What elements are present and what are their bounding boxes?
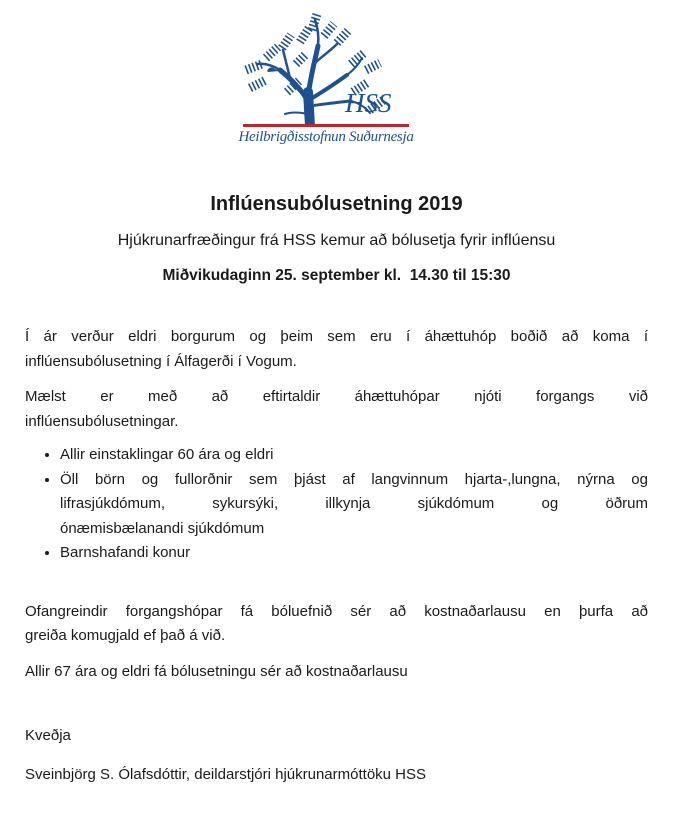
closing: Kveðja	[25, 727, 71, 744]
list-item-line: ónæmisbælanandi sjúkdómum	[60, 519, 265, 537]
paragraph-cost	[25, 600, 648, 649]
list-item-line: • Barnshafandi konur	[60, 544, 191, 561]
paragraph-line: inflúensubólusetning í Álfagerði í Vogum.	[25, 352, 297, 370]
paragraph-recommend	[25, 385, 648, 434]
logo-divider	[243, 124, 409, 127]
paragraph-line: greiða komugjald ef það á við.	[25, 627, 226, 644]
list-item-line: lifrasjúkdómum, sykursýki, illkynja sjúkdómum og öðrum	[60, 495, 648, 512]
paragraph-line: Í ár verður eldri borgurum og þeim sem eru í áhættuhóp boðið að koma í	[25, 328, 648, 345]
logo-acronym: HSS	[345, 88, 392, 118]
list-item	[60, 443, 648, 468]
risk-group-list	[25, 443, 648, 566]
logo-org-name: Heilbrigðisstofnun Suðurnesja	[238, 129, 414, 145]
subtitle: Hjúkrunarfræðingur frá HSS kemur að bólusetja fyrir inflúensu	[117, 232, 556, 249]
list-item-line: • Öll börn og fullorðnir sem þjást af langvinnum hjarta-,lungna, nýrna og	[60, 470, 648, 488]
signature: Sveinbjörg S. Ólafsdóttir, deildarstjóri hjúkrunarmóttöku HSS	[25, 765, 427, 783]
paragraph-line: inflúensubólusetningar.	[25, 412, 179, 430]
list-item-line: • Allir einstaklingar 60 ára og eldri	[60, 446, 274, 463]
letter-body	[25, 191, 648, 787]
date-line: Miðvikudaginn 25. september kl. 14.30 til 15:30	[162, 267, 511, 284]
paragraph-line: Mælst er með að eftirtaldir áhættuhópar njóti forgangs við	[25, 388, 648, 405]
list-item	[60, 468, 648, 542]
list-item	[60, 541, 648, 566]
paragraph-intro	[25, 325, 648, 374]
paragraph-line: Ofangreindir forgangshópar fá bóluefnið sér að kostnaðarlausu en þurfa að	[25, 602, 648, 620]
paragraph-free: Allir 67 ára og eldri fá bólusetningu sér að kostnaðarlausu	[25, 662, 408, 680]
page-title: Inflúensubólusetning 2019	[210, 193, 463, 215]
